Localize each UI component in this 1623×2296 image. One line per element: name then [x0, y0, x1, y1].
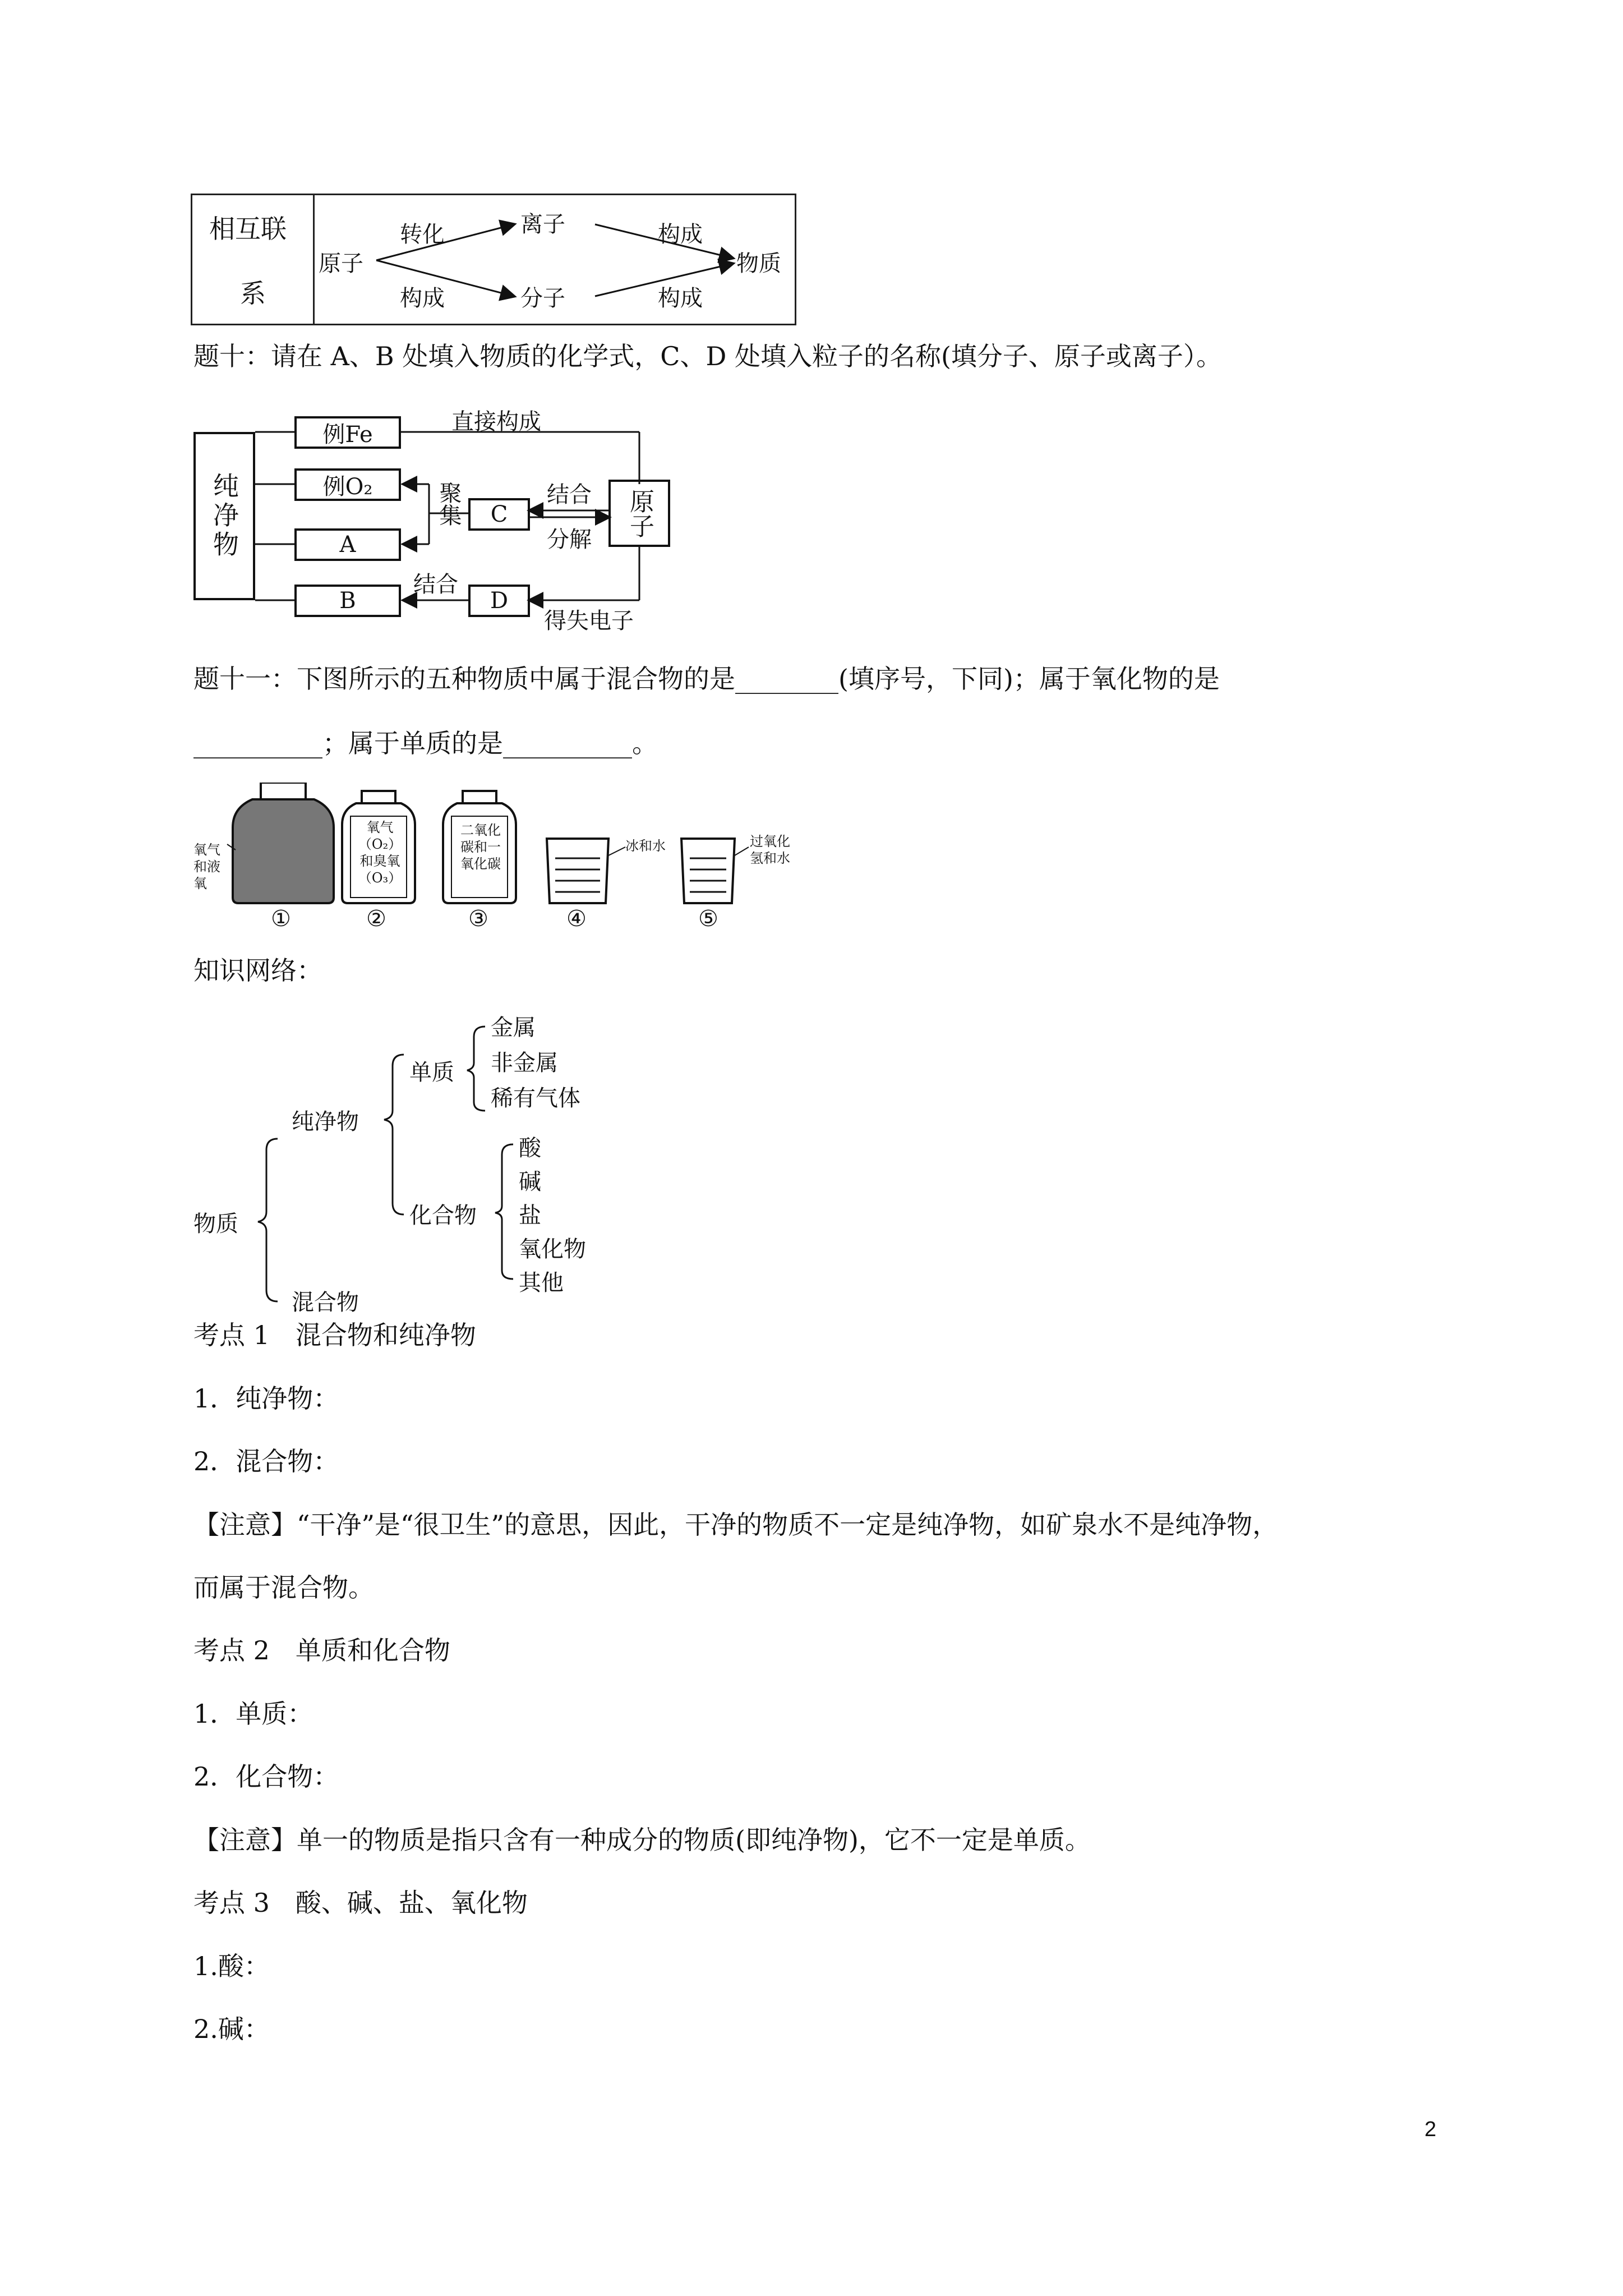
q10-pure-label: 纯净物 [209, 472, 239, 560]
kaodian-3-item-2: 2.碱： [193, 2014, 270, 2044]
q10-b-box: B [294, 585, 401, 617]
q10-combine-label: 结合 [547, 482, 592, 508]
kaodian-3: 考点 3 酸、碱、盐、氧化物 [193, 1888, 528, 1918]
network-title: 知识网络： [193, 955, 322, 986]
q11-figure [193, 783, 822, 934]
kaodian-1-item-1: 1．纯净物： [193, 1383, 339, 1414]
q10-text: 题十：请在 A、B 处填入物质的化学式，C、D 处填入粒子的名称(填分子、原子或离子）。 [193, 341, 1222, 371]
relation-table [191, 194, 796, 325]
q10-d-box: D [468, 585, 530, 617]
caption-2: ② [366, 906, 386, 932]
q10-atom-label: 原子 [625, 489, 654, 538]
beaker-4 [547, 839, 625, 903]
table-label-compose-3: 构成 [658, 286, 703, 311]
beaker-5-label: 过氧化 氢和水 [750, 834, 790, 866]
q11-line2: __________；属于单质的是__________。 [193, 728, 658, 758]
note-2: 【注意】单一的物质是指只含有一种成分的物质(即纯净物)，它不一定是单质。 [193, 1825, 1091, 1855]
q10-decompose-label: 分解 [547, 527, 592, 553]
bottle-2-label: 氧气 （O₂） 和臭氧 （O₃） [358, 820, 402, 886]
q10-direct-label: 直接构成 [451, 409, 541, 435]
q10-c-box: C [468, 498, 530, 531]
table-atom: 原子 [319, 251, 363, 277]
table-matter: 物质 [736, 251, 781, 277]
caption-5: ⑤ [698, 906, 718, 932]
network-element: 单质 [409, 1060, 454, 1085]
network-other: 其他 [519, 1270, 564, 1296]
bottle-1-label: 氧气 和液 氧 [193, 842, 220, 891]
q10-pure-box [193, 432, 255, 600]
bottle-3-label: 二氧化 碳和一 氧化碳 [460, 822, 501, 872]
network-matter: 物质 [193, 1211, 238, 1237]
q10-fe-box: 例Fe [294, 416, 401, 449]
network-base: 碱 [519, 1169, 541, 1195]
kaodian-1-item-2: 2．混合物： [193, 1446, 339, 1476]
note-1-line-2: 而属于混合物。 [193, 1572, 374, 1603]
network-compound: 化合物 [409, 1203, 477, 1228]
table-left-label-2: 系 [240, 278, 266, 309]
caption-1: ① [271, 906, 291, 932]
q10-o2-box: 例O₂ [294, 468, 401, 501]
bottle-1 [233, 783, 334, 903]
network-oxide: 氧化物 [519, 1236, 586, 1262]
table-label-compose-2: 构成 [658, 222, 703, 247]
network-nonmetal: 非金属 [491, 1050, 558, 1076]
network-mixture: 混合物 [292, 1290, 359, 1315]
caption-4: ④ [566, 906, 587, 932]
q10-diagram [193, 404, 687, 634]
page-number: 2 [1424, 2118, 1437, 2141]
network-metal: 金属 [491, 1015, 536, 1041]
caption-3: ③ [468, 906, 488, 932]
table-molecule: 分子 [520, 286, 565, 311]
q10-gather-text: 聚集 [436, 481, 462, 526]
kaodian-3-item-1: 1.酸： [193, 1951, 270, 1981]
table-left-label-1: 相互联 [209, 214, 287, 244]
q10-combine2-label: 结合 [413, 572, 458, 597]
kaodian-2: 考点 2 单质和化合物 [193, 1635, 450, 1665]
beaker-4-label: 冰和水 [625, 838, 666, 854]
table-label-compose-1: 构成 [400, 286, 445, 311]
note-1-line-1: 【注意】“干净”是“很卫生”的意思，因此，干净的物质不一定是纯净物，如矿泉水不是纯净物， [193, 1510, 1279, 1540]
q11-line1: 题十一：下图所示的五种物质中属于混合物的是________(填序号，下同)；属于氧化物的是 [193, 664, 1220, 694]
q10-gather-label [435, 481, 463, 533]
kaodian-1: 考点 1 混合物和纯净物 [193, 1320, 476, 1350]
network-pure: 纯净物 [292, 1109, 359, 1135]
network-noble: 稀有气体 [491, 1085, 580, 1111]
kaodian-2-item-2: 2．化合物： [193, 1761, 339, 1792]
q10-electron-label: 得失电子 [544, 608, 634, 634]
network-salt: 盐 [519, 1203, 541, 1228]
table-label-transform: 转化 [400, 222, 445, 247]
table-ion: 离子 [520, 211, 565, 237]
q10-atom-box [608, 480, 670, 547]
q10-a-box: A [294, 528, 401, 561]
network-diagram [193, 1010, 665, 1313]
kaodian-2-item-1: 1．单质： [193, 1699, 313, 1729]
network-acid: 酸 [519, 1135, 541, 1161]
